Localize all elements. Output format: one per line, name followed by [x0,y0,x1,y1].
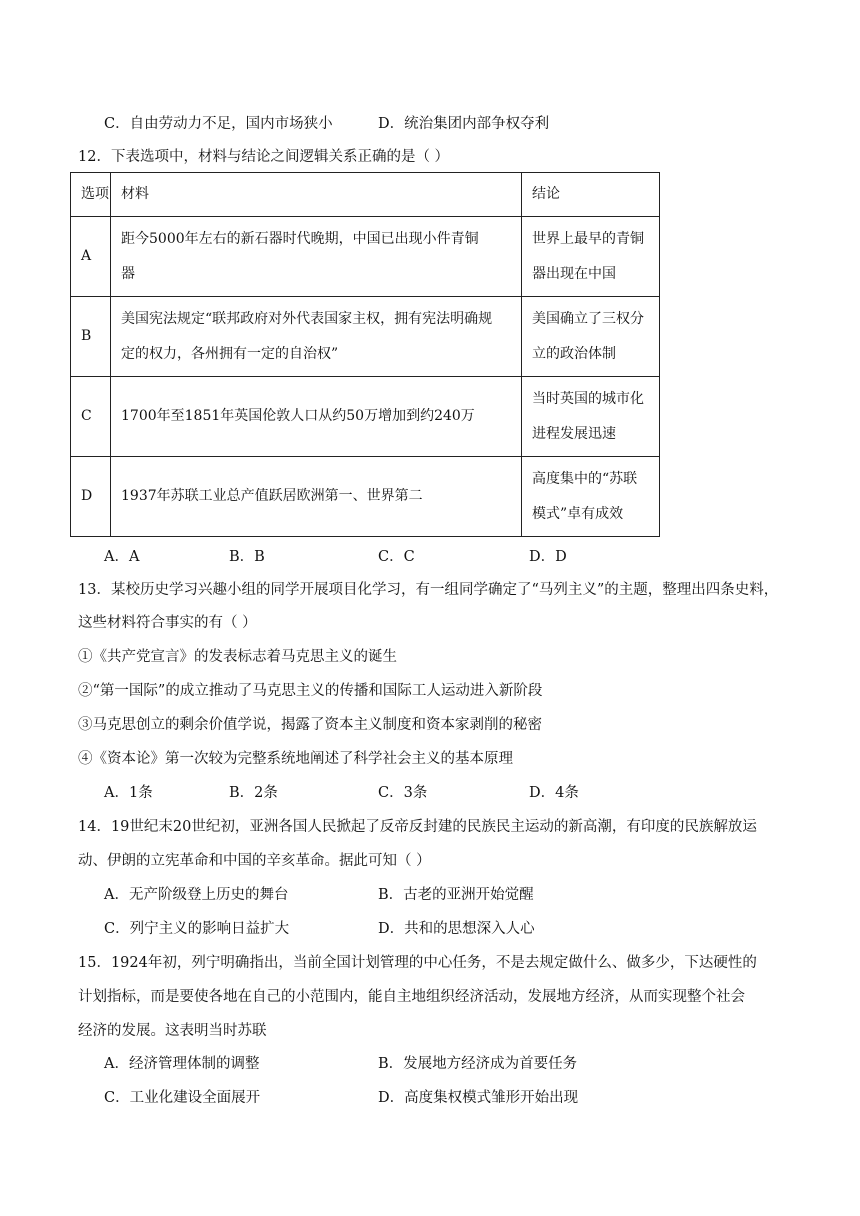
q14-option-c: C．列宁主义的影响日益扩大 [104,921,290,937]
q15-stem-line1: 15．1924年初，列宁明确指出，当前全国计划管理的中心任务，不是去规定做什么、做多少，下达硬性的 [78,955,757,971]
q13-item-1: ①《共产党宣言》的发表标志着马克思主义的诞生 [78,649,397,665]
q13-item-4: ④《资本论》第一次较为完整系统地阐述了科学社会主义的基本原理 [78,751,513,767]
row-material: 美国宪法规定“联邦政府对外代表国家主权，拥有宪法明确规 定的权力，各州拥有一定的自治权” [121,310,493,362]
header-conclusion: 结论 [522,173,660,217]
q15-option-b: B．发展地方经济成为首要任务 [378,1056,578,1072]
row-conclusion: 高度集中的“苏联 模式”卓有成效 [532,470,638,522]
q15-option-a: A．经济管理体制的调整 [104,1056,260,1072]
q13-stem-line2: 这些材料符合事实的有（ ） [78,615,257,631]
q12-table [70,172,660,537]
q15-option-d: D．高度集权模式雏形开始出现 [378,1090,579,1106]
q13-option-a: A．1条 [104,785,153,801]
table-row [71,297,660,377]
q12-stem: 12．下表选项中，材料与结论之间逻辑关系正确的是（ ） [78,149,450,165]
q11-option-c: C．自由劳动力不足，国内市场狭小 [104,116,333,132]
row-conclusion: 当时英国的城市化 进程发展迅速 [532,390,644,442]
q13-option-b: B．2条 [229,785,278,801]
row-option: A [71,217,111,297]
header-material: 材料 [111,173,522,217]
row-conclusion: 美国确立了三权分 立的政治体制 [532,310,644,362]
q13-item-2: ②“第一国际”的成立推动了马克思主义的传播和国际工人运动进入新阶段 [78,683,543,699]
q11-option-d: D．统治集团内部争权夺利 [378,116,550,132]
q12-option-c: C．C [378,549,415,565]
q12-option-d: D．D [529,549,567,565]
header-option: 选项 [71,173,111,217]
row-material: 1937年苏联工业总产值跃居欧洲第一、世界第二 [121,488,423,504]
row-material: 距今5000年左右的新石器时代晚期，中国已出现小件青铜 器 [121,230,479,282]
row-conclusion: 世界上最早的青铜 器出现在中国 [532,230,644,282]
q14-option-b: B．古老的亚洲开始觉醒 [378,887,534,903]
q13-option-c: C．3条 [378,785,428,801]
row-option: B [71,297,111,377]
q15-option-c: C．工业化建设全面展开 [104,1090,261,1106]
q13-item-3: ③马克思创立的剩余价值学说，揭露了资本主义制度和资本家剥削的秘密 [78,717,542,733]
q14-option-d: D．共和的思想深入人心 [378,921,535,937]
table-header-row [71,173,660,217]
q13-stem-line1: 13．某校历史学习兴趣小组的同学开展项目化学习，有一组同学确定了“马列主义”的主题，整理出四条史料， [78,582,779,598]
q15-stem-line2: 计划指标，而是要使各地在自己的小范围内，能自主地组织经济活动，发展地方经济，从而实现整个社会 [78,989,745,1005]
table-row [71,457,660,537]
q14-stem-line1: 14．19世纪末20世纪初，亚洲各国人民掀起了反帝反封建的民族民主运动的新高潮，有印度的民族解放运 [78,819,757,835]
row-material: 1700年至1851年英国伦敦人口从约50万增加到约240万 [121,408,475,424]
row-option: D [71,457,111,537]
table-row [71,217,660,297]
q12-option-b: B．B [229,549,265,565]
q13-option-d: D．4条 [529,785,579,801]
table-row [71,377,660,457]
q14-stem-line2: 动、伊朗的立宪革命和中国的辛亥革命。据此可知（ ） [78,853,431,869]
q12-option-a: A．A [104,549,140,565]
q15-stem-line3: 经济的发展。这表明当时苏联 [78,1023,267,1039]
q14-option-a: A．无产阶级登上历史的舞台 [104,887,289,903]
row-option: C [71,377,111,457]
